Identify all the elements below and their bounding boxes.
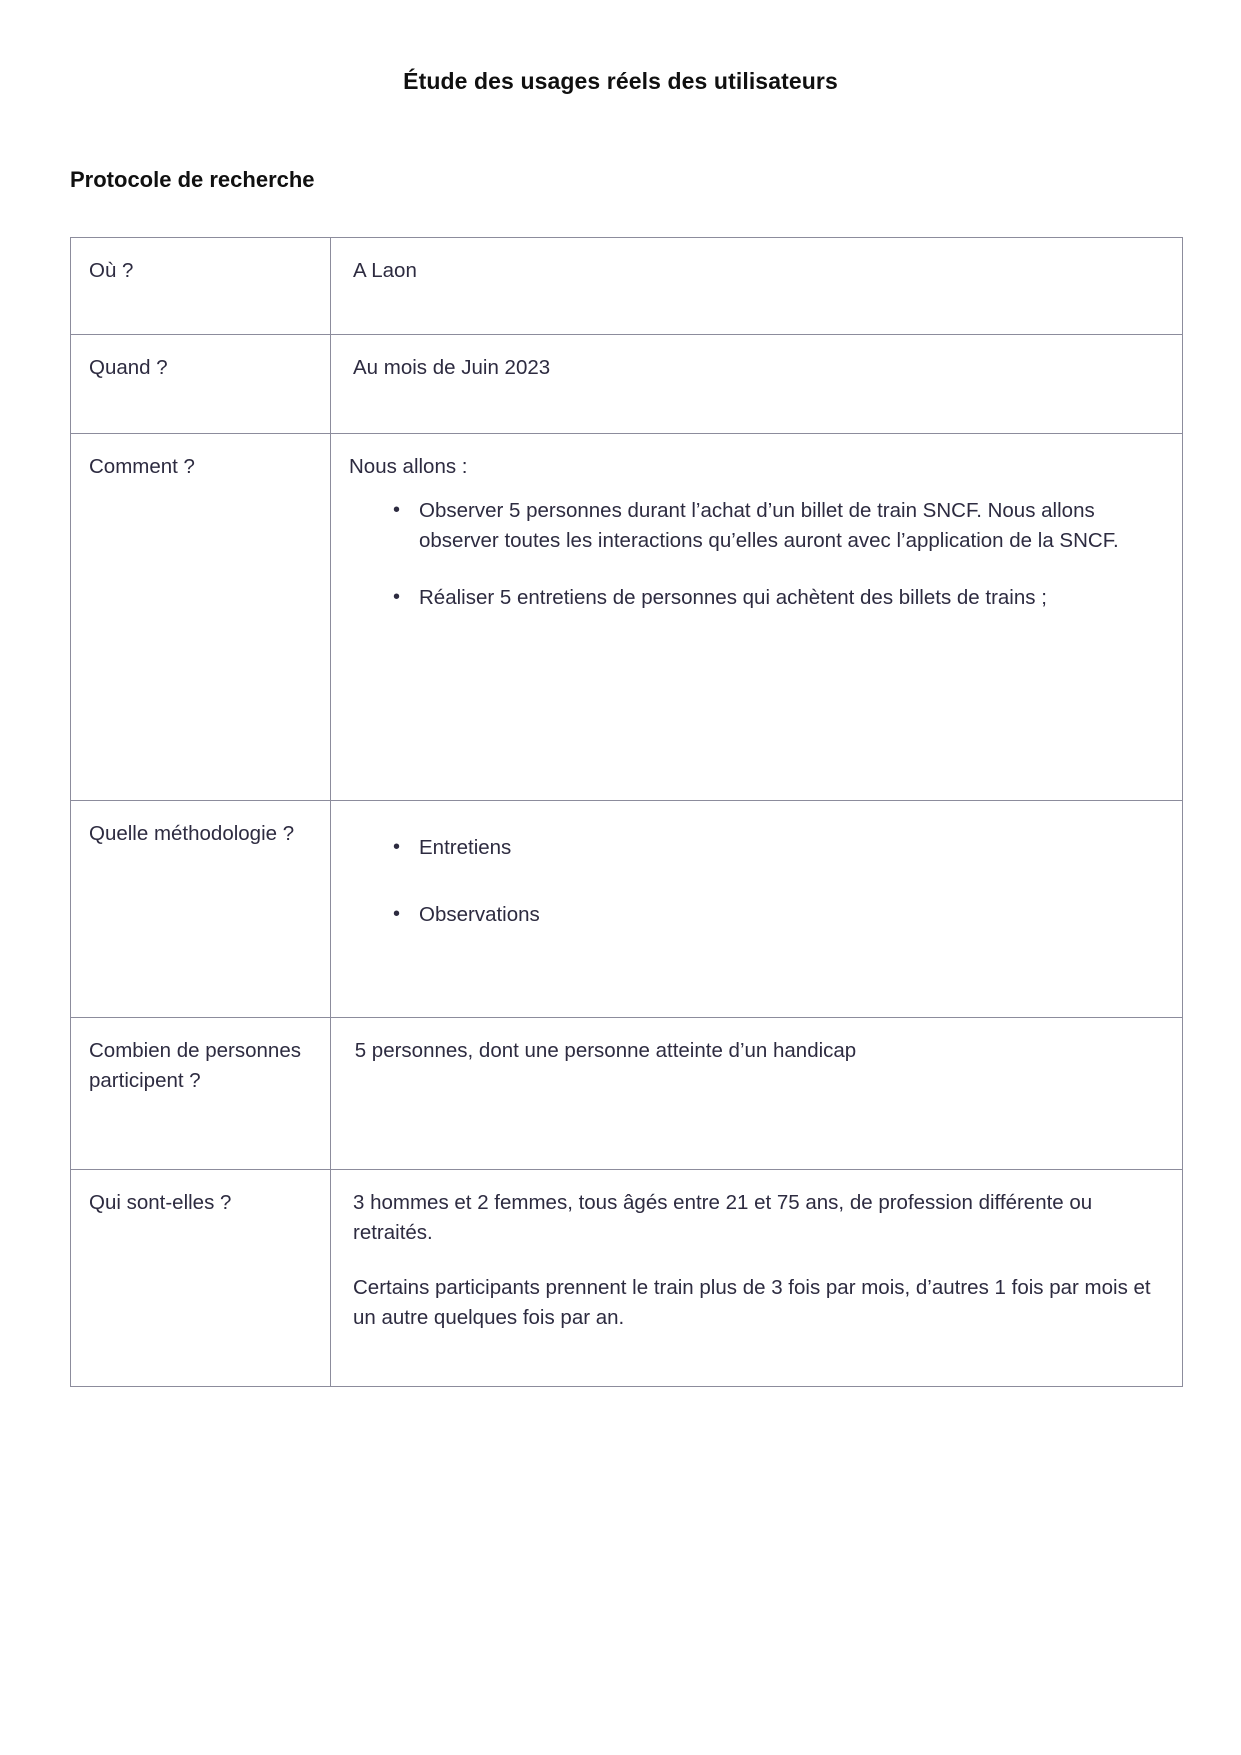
row-value-cell bbox=[331, 1018, 1183, 1170]
row-label: Où ? bbox=[89, 259, 134, 282]
row-intro-text: Nous allons : bbox=[349, 455, 468, 478]
row-label: Combien de personnes participent ? bbox=[89, 1039, 307, 1092]
row-label-cell bbox=[71, 434, 331, 801]
row-value-cell bbox=[331, 238, 1183, 335]
row-paragraph: Certains participants prennent le train plus de 3 fois par mois, d’autres 1 fois par mois et un autre quelques fois par an. bbox=[353, 1276, 1157, 1330]
row-value-cell bbox=[331, 1170, 1183, 1387]
table-row bbox=[71, 1170, 1183, 1387]
list-item: • Réaliser 5 entretiens de personnes qui achètent des billets de trains ; bbox=[393, 583, 1166, 614]
list-item: • Observations bbox=[393, 900, 1166, 931]
row-label-cell bbox=[71, 801, 331, 1018]
row-value: Au mois de Juin 2023 bbox=[353, 356, 551, 379]
table-row bbox=[71, 1018, 1183, 1170]
row-value: 5 personnes, dont une personne atteinte d’un handicap bbox=[349, 1039, 857, 1062]
table-row bbox=[71, 434, 1183, 801]
row-value-cell bbox=[331, 434, 1183, 801]
list-item: • Entretiens bbox=[393, 833, 1166, 864]
row-label-cell bbox=[71, 1018, 331, 1170]
row-label: Qui sont-elles ? bbox=[89, 1191, 232, 1214]
row-label: Comment ? bbox=[89, 455, 195, 478]
row-label-cell bbox=[71, 335, 331, 434]
row-value-cell bbox=[331, 801, 1183, 1018]
row-value-cell bbox=[331, 335, 1183, 434]
protocol-table bbox=[70, 237, 1183, 1387]
row-value: A Laon bbox=[353, 259, 417, 282]
bullet-list bbox=[349, 496, 1166, 614]
list-item: • Observer 5 personnes durant l’achat d’un billet de train SNCF. Nous allons observer toutes les interactions qu’elles auront avec l’application de la SNCF. bbox=[393, 496, 1166, 558]
section-heading: Protocole de recherche bbox=[70, 167, 315, 192]
row-label-cell bbox=[71, 238, 331, 335]
row-label-cell bbox=[71, 1170, 331, 1387]
table-row bbox=[71, 238, 1183, 335]
page-title: Étude des usages réels des utilisateurs bbox=[403, 68, 838, 94]
bullet-list bbox=[349, 833, 1166, 931]
table-row bbox=[71, 335, 1183, 434]
row-paragraph: 3 hommes et 2 femmes, tous âgés entre 21 et 75 ans, de profession différente ou retraités. bbox=[353, 1191, 1098, 1244]
table-row bbox=[71, 801, 1183, 1018]
row-label: Quand ? bbox=[89, 356, 168, 379]
row-label: Quelle méthodologie ? bbox=[89, 822, 295, 845]
